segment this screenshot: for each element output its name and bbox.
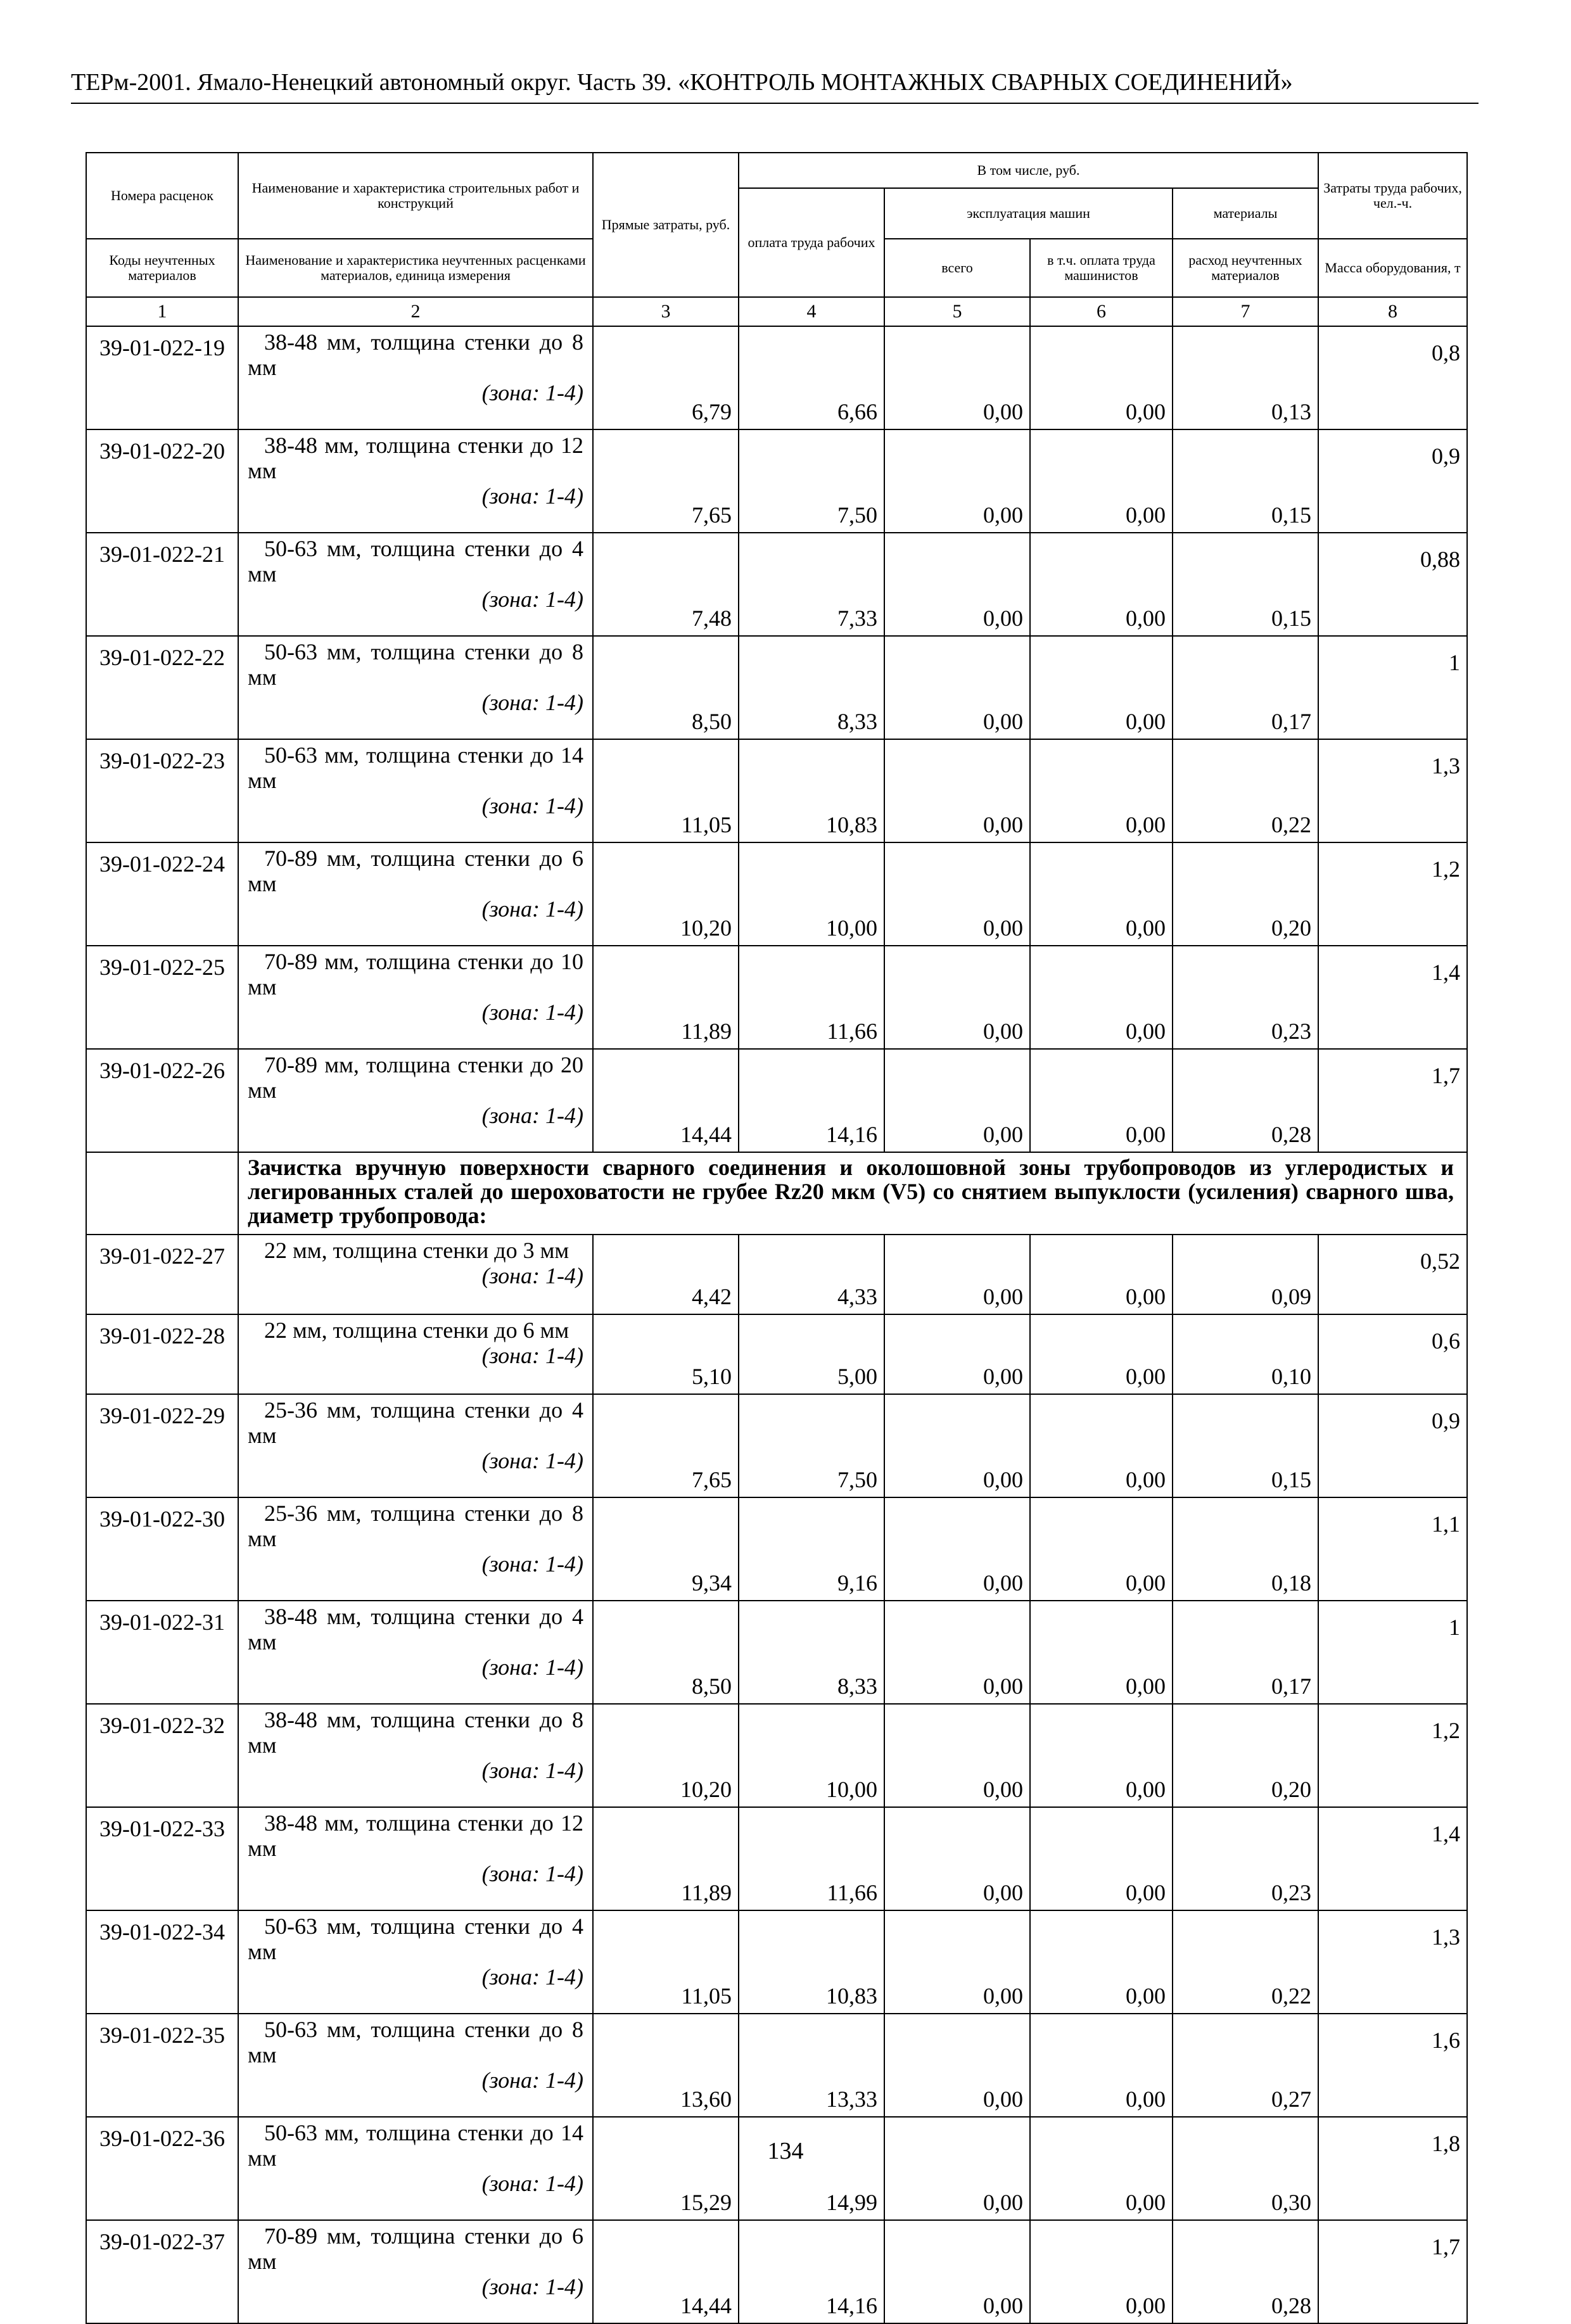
zone-label: (зона: 1-4) [481,2274,583,2299]
header-unaccounted-materials: расход неучтенных материалов [1173,239,1318,297]
table-row [86,326,1467,429]
labor-hours: 0,8 [1318,326,1467,429]
rate-code: 39-01-022-35 [86,2014,238,2117]
table-row [86,1394,1467,1497]
operators-pay: 0,00 [1030,2117,1173,2220]
work-name-cell [238,1704,593,1807]
work-name-cell [238,636,593,739]
table-row [86,1910,1467,2014]
header-operators-pay: в т.ч. оплата труда машинистов [1030,239,1173,297]
header-materials: материалы [1173,188,1318,239]
rate-code: 39-01-022-31 [86,1601,238,1704]
zone-label: (зона: 1-4) [481,380,583,405]
column-number: 3 [593,297,739,326]
operators-pay: 0,00 [1030,1049,1173,1152]
machines-total: 0,00 [884,1235,1030,1314]
labor-hours: 0,6 [1318,1314,1467,1394]
work-name-cell [238,1394,593,1497]
rate-code: 39-01-022-22 [86,636,238,739]
direct-costs: 8,50 [593,636,739,739]
column-number: 4 [739,297,884,326]
section-title: Зачистка вручную поверхности сварного соединения и околошовной зоны трубопроводов из углеродистых и легированных сталей до шероховатости не грубее Rz20 мкм (V5) со снятием выпуклости (усиления) сварного шва, диаметр трубопровода: [238,1152,1467,1235]
labor-hours: 1,4 [1318,946,1467,1049]
machines-total: 0,00 [884,2014,1030,2117]
rate-code: 39-01-022-34 [86,1910,238,2014]
header-direct-costs: Прямые затраты, руб. [593,153,739,297]
work-name-cell [238,2220,593,2323]
materials-cost: 0,15 [1173,533,1318,636]
zone-label: (зона: 1-4) [481,690,583,715]
zone-label: (зона: 1-4) [481,1758,583,1783]
machines-total: 0,00 [884,1497,1030,1601]
direct-costs: 14,44 [593,1049,739,1152]
table-row [86,2220,1467,2323]
column-number: 6 [1030,297,1173,326]
work-name: 50-63 мм, толщина стенки до 14 мм [248,2120,583,2171]
labor-hours: 0,88 [1318,533,1467,636]
operators-pay: 0,00 [1030,1704,1173,1807]
materials-cost: 0,18 [1173,1497,1318,1601]
work-name: 25-36 мм, толщина стенки до 8 мм [248,1501,583,1551]
work-name-cell [238,1314,593,1394]
labor-hours: 0,52 [1318,1235,1467,1314]
page-number: 134 [767,2138,804,2164]
rate-code: 39-01-022-33 [86,1807,238,1910]
materials-cost: 0,22 [1173,1910,1318,2014]
work-name-cell [238,1601,593,1704]
rate-code: 39-01-022-27 [86,1235,238,1314]
machines-total: 0,00 [884,2220,1030,2323]
column-number: 7 [1173,297,1318,326]
table-row [86,1601,1467,1704]
operators-pay: 0,00 [1030,1497,1173,1601]
table-row [86,842,1467,946]
table-row [86,1704,1467,1807]
zone-label: (зона: 1-4) [481,1861,583,1886]
machines-total: 0,00 [884,1910,1030,2014]
rate-code: 39-01-022-30 [86,1497,238,1601]
rate-code: 39-01-022-19 [86,326,238,429]
rate-code: 39-01-022-32 [86,1704,238,1807]
work-name-cell [238,533,593,636]
labor-pay: 8,33 [739,1601,884,1704]
work-name: 50-63 мм, толщина стенки до 4 мм [248,1914,583,1964]
labor-pay: 7,50 [739,1394,884,1497]
labor-hours: 1,7 [1318,1049,1467,1152]
labor-pay: 7,50 [739,429,884,533]
operators-pay: 0,00 [1030,739,1173,842]
operators-pay: 0,00 [1030,1235,1173,1314]
materials-cost: 0,23 [1173,946,1318,1049]
materials-cost: 0,23 [1173,1807,1318,1910]
table-row [86,1314,1467,1394]
zone-label: (зона: 1-4) [481,1448,583,1473]
direct-costs: 11,89 [593,946,739,1049]
table-row [86,2117,1467,2220]
operators-pay: 0,00 [1030,429,1173,533]
work-name: 38-48 мм, толщина стенки до 12 мм [248,433,583,483]
direct-costs: 4,42 [593,1235,739,1314]
materials-cost: 0,20 [1173,1704,1318,1807]
header-material-codes: Коды неучтенных материалов [86,239,238,297]
rate-code: 39-01-022-26 [86,1049,238,1152]
rate-code: 39-01-022-20 [86,429,238,533]
materials-cost: 0,17 [1173,636,1318,739]
table-row [86,739,1467,842]
work-name: 22 мм, толщина стенки до 6 мм [264,1318,569,1343]
rate-code: 39-01-022-37 [86,2220,238,2323]
materials-cost: 0,27 [1173,2014,1318,2117]
operators-pay: 0,00 [1030,1910,1173,2014]
header-rate-numbers: Номера расценок [86,153,238,239]
labor-pay: 6,66 [739,326,884,429]
zone-label: (зона: 1-4) [481,1343,583,1368]
rate-code: 39-01-022-23 [86,739,238,842]
table-row [86,636,1467,739]
work-name-cell [238,946,593,1049]
work-name: 25-36 мм, толщина стенки до 4 мм [248,1397,583,1448]
zone-label: (зона: 1-4) [481,1964,583,1990]
labor-hours: 1,2 [1318,842,1467,946]
labor-pay: 4,33 [739,1235,884,1314]
work-name-cell [238,429,593,533]
direct-costs: 7,65 [593,1394,739,1497]
labor-hours: 1 [1318,636,1467,739]
table-row [86,1497,1467,1601]
direct-costs: 6,79 [593,326,739,429]
labor-hours: 1,6 [1318,2014,1467,2117]
labor-hours: 1,8 [1318,2117,1467,2220]
labor-hours: 1,3 [1318,1910,1467,2014]
materials-cost: 0,30 [1173,2117,1318,2220]
operators-pay: 0,00 [1030,533,1173,636]
column-numbers [86,297,1467,326]
direct-costs: 7,48 [593,533,739,636]
operators-pay: 0,00 [1030,2014,1173,2117]
work-name-cell [238,326,593,429]
zone-label: (зона: 1-4) [481,1103,583,1128]
zone-label: (зона: 1-4) [481,2171,583,2196]
machines-total: 0,00 [884,533,1030,636]
work-name-cell [238,2117,593,2220]
table-row [86,946,1467,1049]
materials-cost: 0,28 [1173,2220,1318,2323]
materials-cost: 0,10 [1173,1314,1318,1394]
labor-pay: 10,83 [739,1910,884,2014]
direct-costs: 7,65 [593,429,739,533]
header-rule [71,103,1479,104]
zone-label: (зона: 1-4) [481,2067,583,2093]
materials-cost: 0,13 [1173,326,1318,429]
materials-cost: 0,28 [1173,1049,1318,1152]
labor-hours: 0,9 [1318,429,1467,533]
labor-pay: 10,00 [739,842,884,946]
table-row [86,1807,1467,1910]
labor-pay: 14,16 [739,2220,884,2323]
direct-costs: 11,05 [593,1910,739,2014]
materials-cost: 0,15 [1173,429,1318,533]
materials-cost: 0,22 [1173,739,1318,842]
machines-total: 0,00 [884,1704,1030,1807]
rates-table [86,152,1468,2324]
labor-pay: 9,16 [739,1497,884,1601]
work-name: 38-48 мм, толщина стенки до 4 мм [248,1604,583,1654]
work-name: 50-63 мм, толщина стенки до 8 мм [248,2017,583,2067]
labor-hours: 1,3 [1318,739,1467,842]
operators-pay: 0,00 [1030,326,1173,429]
labor-pay: 5,00 [739,1314,884,1394]
header-machines-total: всего [884,239,1030,297]
work-name-cell [238,1497,593,1601]
header-labor-pay: оплата труда рабочих [739,188,884,297]
zone-label: (зона: 1-4) [481,1654,583,1680]
header-equipment-mass: Масса оборудования, т [1318,239,1467,297]
section-code-cell [86,1152,238,1235]
machines-total: 0,00 [884,636,1030,739]
work-name-cell [238,1910,593,2014]
work-name: 50-63 мм, толщина стенки до 4 мм [248,536,583,587]
labor-pay: 14,99 [739,2117,884,2220]
labor-hours: 0,9 [1318,1394,1467,1497]
work-name: 50-63 мм, толщина стенки до 14 мм [248,742,583,793]
materials-cost: 0,20 [1173,842,1318,946]
column-number: 5 [884,297,1030,326]
direct-costs: 5,10 [593,1314,739,1394]
labor-hours: 1,7 [1318,2220,1467,2323]
operators-pay: 0,00 [1030,636,1173,739]
rows-group-a [86,326,1467,1152]
table-row [86,429,1467,533]
labor-pay: 13,33 [739,2014,884,2117]
machines-total: 0,00 [884,1807,1030,1910]
machines-total: 0,00 [884,842,1030,946]
machines-total: 0,00 [884,1314,1030,1394]
machines-total: 0,00 [884,739,1030,842]
zone-label: (зона: 1-4) [481,587,583,612]
work-name: 38-48 мм, толщина стенки до 12 мм [248,1810,583,1861]
table-row [86,533,1467,636]
rate-code: 39-01-022-21 [86,533,238,636]
operators-pay: 0,00 [1030,1314,1173,1394]
table-row [86,1049,1467,1152]
work-name: 70-89 мм, толщина стенки до 6 мм [248,2223,583,2274]
labor-hours: 1 [1318,1601,1467,1704]
header-labor-hours: Затраты труда рабочих, чел.-ч. [1318,153,1467,239]
table-header [86,153,1467,326]
labor-pay: 10,00 [739,1704,884,1807]
operators-pay: 0,00 [1030,842,1173,946]
column-number: 8 [1318,297,1467,326]
machines-total: 0,00 [884,2117,1030,2220]
materials-cost: 0,17 [1173,1601,1318,1704]
column-number: 1 [86,297,238,326]
work-name: 70-89 мм, толщина стенки до 6 мм [248,846,583,896]
work-name: 38-48 мм, толщина стенки до 8 мм [248,1707,583,1758]
direct-costs: 13,60 [593,2014,739,2117]
zone-label: (зона: 1-4) [481,1551,583,1577]
header-machines: эксплуатация машин [884,188,1173,239]
section-block [86,1152,1467,1235]
running-header: ТЕРм-2001. Ямало-Ненецкий автономный округ. Часть 39. «КОНТРОЛЬ МОНТАЖНЫХ СВАРНЫХ СОЕДИНЕНИЙ» [71,69,1293,96]
machines-total: 0,00 [884,946,1030,1049]
rate-code: 39-01-022-24 [86,842,238,946]
work-name-cell [238,1807,593,1910]
direct-costs: 14,44 [593,2220,739,2323]
direct-costs: 10,20 [593,1704,739,1807]
zone-label: (зона: 1-4) [481,793,583,818]
direct-costs: 9,34 [593,1497,739,1601]
labor-pay: 11,66 [739,946,884,1049]
direct-costs: 15,29 [593,2117,739,2220]
direct-costs: 10,20 [593,842,739,946]
work-name-cell [238,1235,593,1314]
direct-costs: 11,89 [593,1807,739,1910]
work-name: 38-48 мм, толщина стенки до 8 мм [248,329,583,380]
rate-code: 39-01-022-25 [86,946,238,1049]
labor-hours: 1,2 [1318,1704,1467,1807]
labor-hours: 1,1 [1318,1497,1467,1601]
zone-label: (зона: 1-4) [481,483,583,509]
work-name: 70-89 мм, толщина стенки до 20 мм [248,1052,583,1103]
materials-cost: 0,15 [1173,1394,1318,1497]
labor-pay: 11,66 [739,1807,884,1910]
machines-total: 0,00 [884,1601,1030,1704]
zone-label: (зона: 1-4) [481,1000,583,1025]
direct-costs: 11,05 [593,739,739,842]
operators-pay: 0,00 [1030,2220,1173,2323]
labor-pay: 7,33 [739,533,884,636]
labor-pay: 14,16 [739,1049,884,1152]
header-material-names: Наименование и характеристика неучтенных расценками материалов, единица измерения [238,239,593,297]
work-name-cell [238,739,593,842]
operators-pay: 0,00 [1030,1807,1173,1910]
operators-pay: 0,00 [1030,1601,1173,1704]
operators-pay: 0,00 [1030,946,1173,1049]
table-row [86,1235,1467,1314]
labor-pay: 10,83 [739,739,884,842]
machines-total: 0,00 [884,1394,1030,1497]
zone-label: (зона: 1-4) [481,896,583,922]
column-number: 2 [238,297,593,326]
table-row [86,2014,1467,2117]
work-name: 70-89 мм, толщина стенки до 10 мм [248,949,583,1000]
machines-total: 0,00 [884,326,1030,429]
work-name: 50-63 мм, толщина стенки до 8 мм [248,639,583,690]
work-name-cell [238,1049,593,1152]
zone-label: (зона: 1-4) [481,1263,583,1288]
materials-cost: 0,09 [1173,1235,1318,1314]
header-work-name: Наименование и характеристика строительных работ и конструкций [238,153,593,239]
rate-code: 39-01-022-29 [86,1394,238,1497]
rate-code: 39-01-022-36 [86,2117,238,2220]
labor-pay: 8,33 [739,636,884,739]
work-name: 22 мм, толщина стенки до 3 мм [264,1238,569,1263]
labor-hours: 1,4 [1318,1807,1467,1910]
work-name-cell [238,2014,593,2117]
machines-total: 0,00 [884,1049,1030,1152]
work-name-cell [238,842,593,946]
machines-total: 0,00 [884,429,1030,533]
direct-costs: 8,50 [593,1601,739,1704]
operators-pay: 0,00 [1030,1394,1173,1497]
header-including: В том числе, руб. [739,153,1318,188]
rate-code: 39-01-022-28 [86,1314,238,1394]
